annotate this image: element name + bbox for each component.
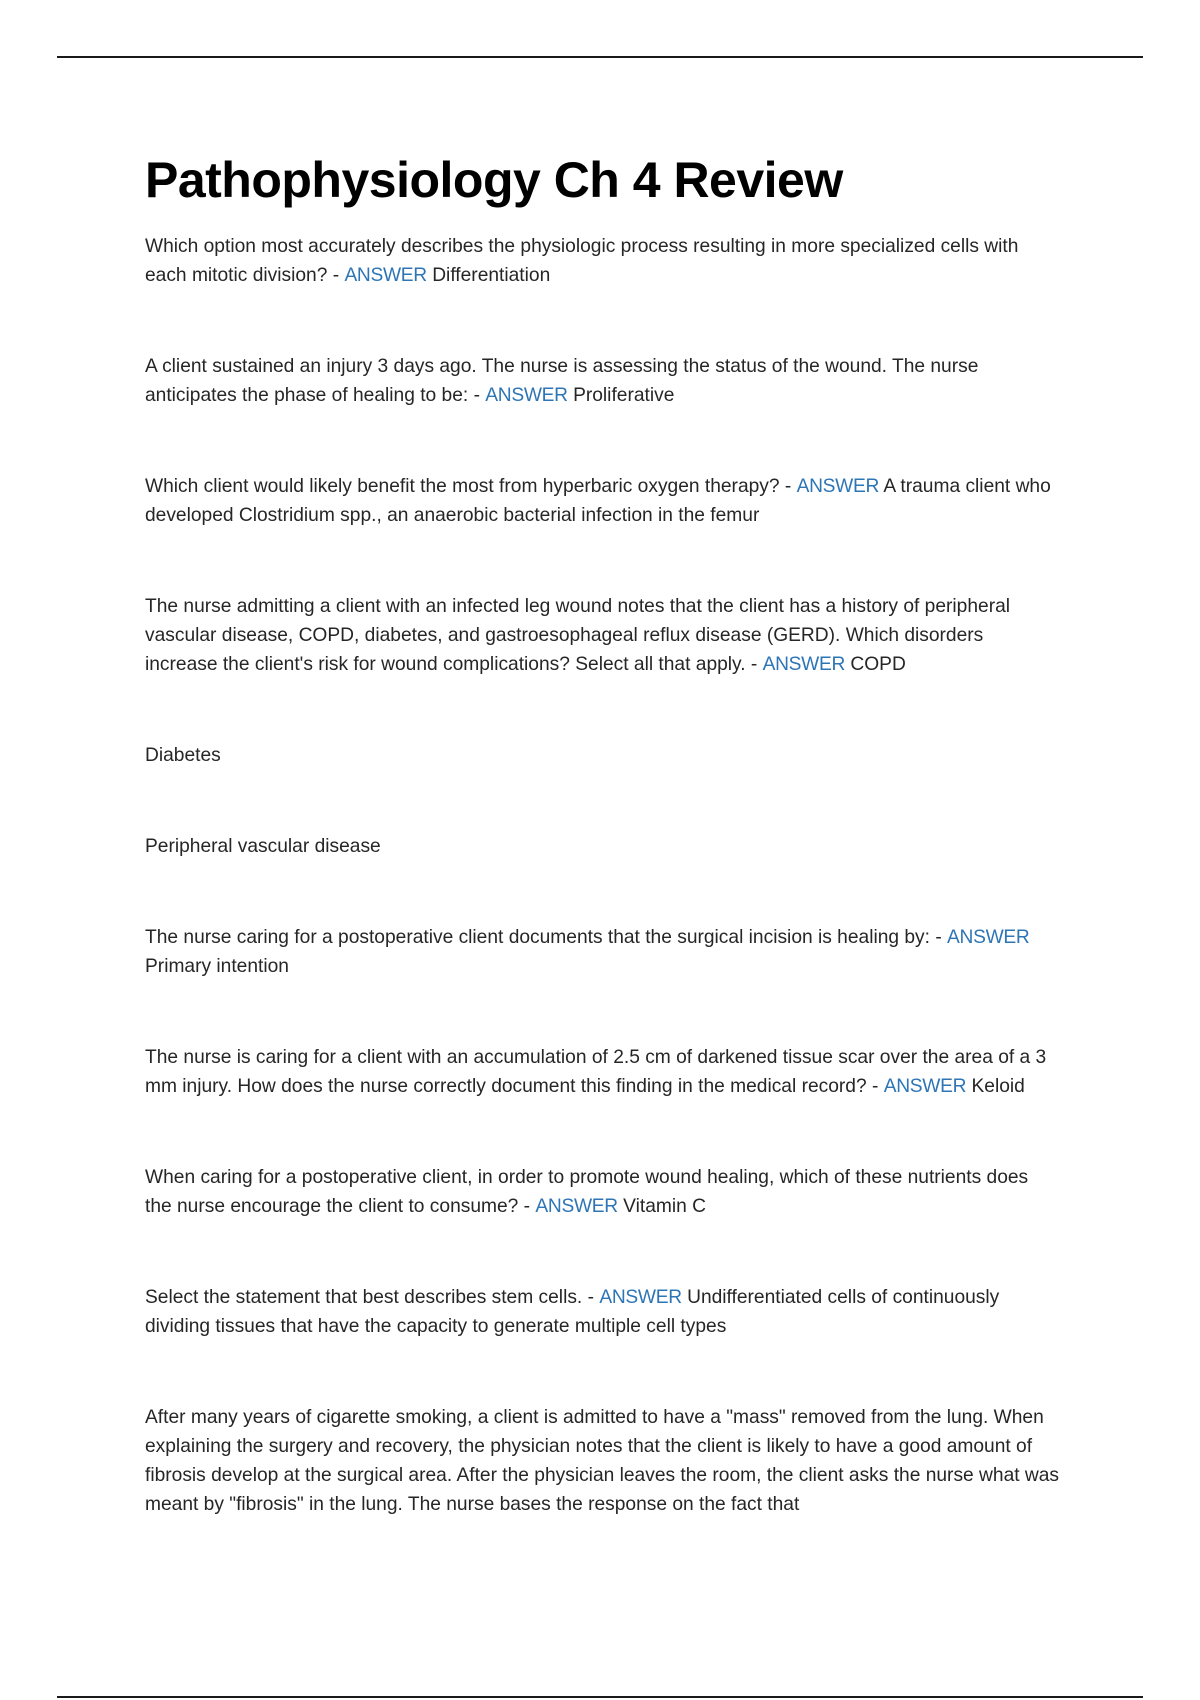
answer-label: ANSWER [535,1196,618,1217]
qa-item-4-extra-answer: Peripheral vascular disease [145,836,381,857]
bottom-rule [57,1696,1143,1698]
qa-item-4 [145,592,1060,679]
question-text: The nurse admitting a client with an infected leg wound notes that the client has a history of peripheral vascular disease, COPD, diabetes, and gastroesophageal reflux disease (GERD). Which disorders increase the client's risk for wound complications? Select all that apply. [145,596,1011,675]
answer-text: Proliferative [573,385,675,406]
answer-label: ANSWER [599,1287,682,1308]
answer-text: Vitamin C [623,1196,706,1217]
qa-item-4-extra-answer: Diabetes [145,745,221,766]
top-rule [57,56,1143,58]
question-text: Select the statement that best describes stem cells. [145,1287,583,1308]
question-text: A client sustained an injury 3 days ago. The nurse is assessing the status of the wound. The nurse anticipates the phase of healing to be: [145,356,979,406]
question-text: When caring for a postoperative client, in order to promote wound healing, which of these nutrients does the nurse encourage the client to consume? [145,1167,1029,1217]
answer-text: Keloid [971,1076,1025,1097]
qa-item-9 [145,1403,1060,1519]
answer-text: A trauma client who developed Clostridium spp., an anaerobic bacterial infection in the femur [145,476,1051,526]
separator: - [745,654,763,675]
question-text: After many years of cigarette smoking, a client is admitted to have a "mass" removed from the lung. When explaining the surgery and recovery, the physician notes that the client is likely to have a good amount of fibrosis develop at the surgical area. After the physician leaves the room, the client asks the nurse what was meant by "fibrosis" in the lung. The nurse bases the response on the fact that [145,1407,1060,1515]
answer-label: ANSWER [344,265,427,286]
qa-item-3 [145,472,1060,530]
separator: - [468,385,486,406]
qa-item-5 [145,923,1060,981]
question-text: The nurse is caring for a client with an accumulation of 2.5 cm of darkened tissue scar over the area of a 3 mm injury. How does the nurse correctly document this finding in the medical record? [145,1047,1047,1097]
separator: - [779,476,797,497]
qa-item-7 [145,1163,1060,1221]
answer-text: Primary intention [145,956,289,977]
separator: - [866,1076,884,1097]
answer-label: ANSWER [883,1076,967,1097]
qa-item-6 [145,1043,1060,1101]
document-title: Pathophysiology Ch 4 Review [145,152,843,208]
qa-item-2 [145,352,1060,410]
question-text: Which option most accurately describes the physiologic process resulting in more specialized cells with each mitotic division? [145,236,1019,286]
qa-item-1 [145,232,1060,290]
qa-item-8 [145,1283,1060,1341]
question-text: The nurse caring for a postoperative client documents that the surgical incision is healing by: [145,927,930,948]
answer-text: COPD [850,654,906,675]
answer-text: Undifferentiated cells of continuously dividing tissues that have the capacity to generate multiple cell types [145,1287,1000,1337]
answer-label: ANSWER [762,654,846,675]
separator: - [582,1287,600,1308]
answer-label: ANSWER [796,476,880,497]
answer-label: ANSWER [485,385,568,406]
answer-label: ANSWER [947,927,1030,948]
document-body [145,150,1060,1519]
separator: - [518,1196,536,1217]
separator: - [929,927,948,948]
question-text: Which client would likely benefit the most from hyperbaric oxygen therapy? [145,476,780,497]
separator: - [327,265,345,286]
answer-text: Differentiation [432,265,551,286]
